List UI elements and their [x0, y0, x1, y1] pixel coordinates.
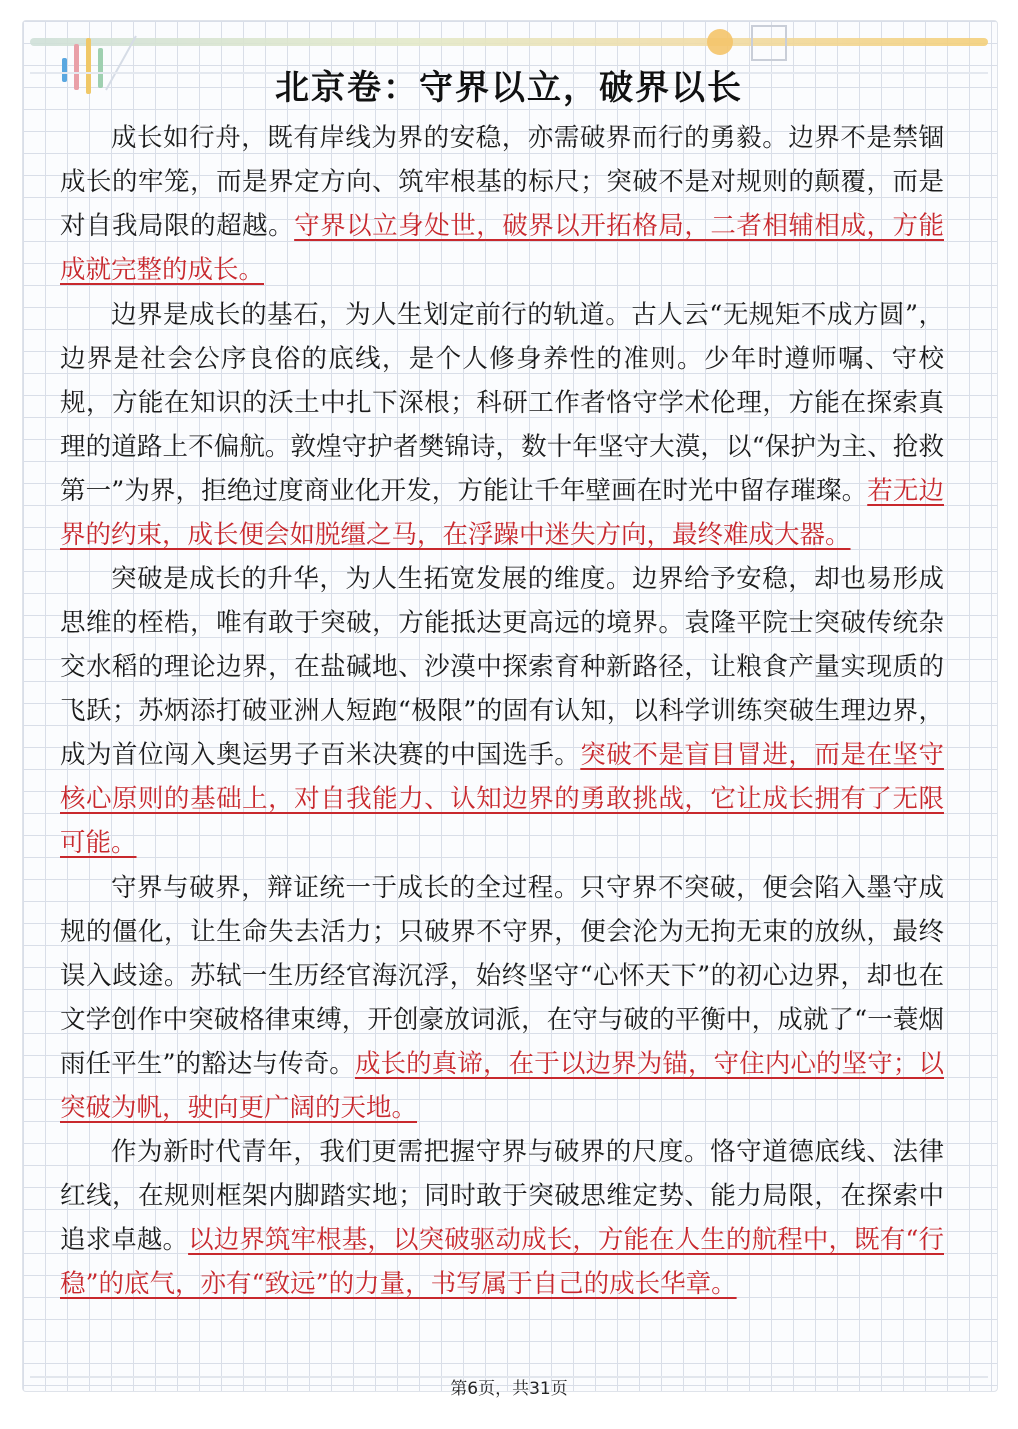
paragraph-text: 突破是成长的升华，为人生拓宽发展的维度。边界给予安稳，却也易形成思维的桎梏，唯有敢于突破，方能抵达更高远的境界。袁隆平院士突破传统杂交水稻的理论边界，在盐碱地、沙漠中探索育种新路径，让粮食产量实现质的飞跃；苏炳添打破亚洲人短跑“极限”的固有认知，以科学训练突破生理边界，成为首位闯入奥运男子百米决赛的中国选手。 — [60, 564, 944, 770]
highlighted-sentence: 突破不是盲目冒进，而是在坚守核心原则的基础上，对自我能力、认知边界的勇敢挑战，它让成长拥有了无限可能。 — [60, 740, 944, 858]
highlighted-sentence: 若无边界的约束，成长便会如脱缰之马，在浮躁中迷失方向，最终难成大器。 — [60, 475, 944, 550]
highlighted-sentence: 以边界筑牢根基，以突破驱动成长，方能在人生的航程中，既有“行稳”的底气，亦有“致远”的力量，书写属于自己的成长华章。 — [60, 1225, 944, 1299]
sun-decoration — [700, 24, 800, 64]
paragraph-text: 边界是成长的基石，为人生划定前行的轨道。古人云“无规矩不成方圆”，边界是社会公序良俗的底线，是个人修身养性的准则。少年时遵师嘱、守校规，方能在知识的沃土中扎下深根；科研工作者恪守学术伦理，方能在探索真理的道路上不偏航。敦煌守护者樊锦诗，数十年坚守大漠，以“保护为主、抢救第一”为界，拒绝过度商业化开发，方能让千年壁画在时光中留存璀璨。 — [60, 299, 944, 506]
highlighted-sentence: 成长的真谛，在于以边界为锚，守住内心的坚守；以突破为帆，驶向更广阔的天地。 — [60, 1048, 944, 1123]
page-title: 北京卷：守界以立，破界以长 — [275, 68, 743, 108]
paragraph — [60, 866, 944, 1130]
paragraph — [60, 557, 944, 865]
paragraph — [60, 1130, 944, 1306]
highlighted-sentence: 守界以立身处世，破界以开拓格局，二者相辅相成，方能成就完整的成长。 — [60, 211, 944, 285]
paragraph — [60, 293, 944, 557]
header-color-band — [30, 38, 988, 46]
paragraph-text: 作为新时代青年，我们更需把握守界与破界的尺度。恪守道德底线、法律红线，在规则框架内脚踏实地；同时敢于突破思维定势、能力局限，在探索中追求卓越。 — [60, 1137, 944, 1255]
paragraph-text: 守界与破界，辩证统一于成长的全过程。只守界不突破，便会陷入墨守成规的僵化，让生命失去活力；只破界不守界，便会沦为无拘无束的放纵，最终误入歧途。苏轼一生历经官海沉浮，始终坚守“心怀天下”的初心边界，却也在文学创作中突破格律束缚，开创豪放词派，在守与破的平衡中，成就了“一蓑烟雨任平生”的豁达与传奇。 — [60, 872, 944, 1079]
paragraph-text: 成长如行舟，既有岸线为界的安稳，亦需破界而行的勇毅。边界不是禁锢成长的牢笼，而是界定方向、筑牢根基的标尺；突破不是对规则的颠覆，而是对自我局限的超越。 — [60, 123, 944, 241]
page-number: 第6页，共31页 — [450, 1379, 568, 1399]
essay-body — [60, 116, 944, 1307]
paragraph — [60, 116, 944, 292]
